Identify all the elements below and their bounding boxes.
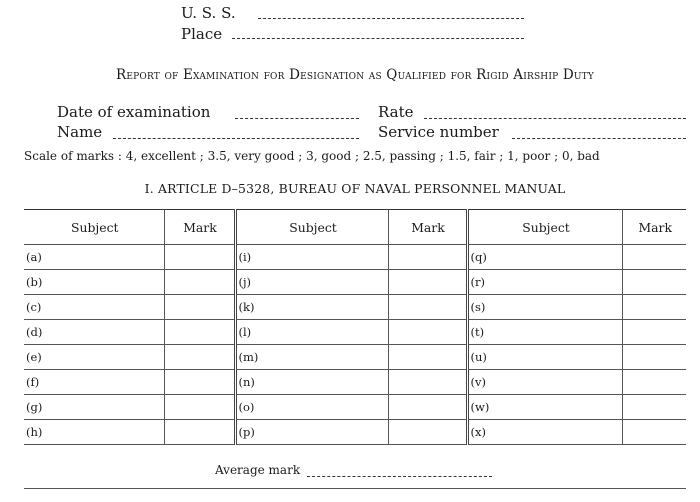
table-row bbox=[24, 395, 686, 420]
uss-label: U. S. S. bbox=[181, 4, 236, 22]
mark-cell[interactable] bbox=[388, 270, 467, 295]
name-label: Name bbox=[57, 123, 103, 141]
subject-cell: (f) bbox=[24, 370, 164, 395]
date-label: Date of examination bbox=[57, 103, 211, 121]
mark-cell[interactable] bbox=[164, 270, 235, 295]
average-mark-label: Average mark bbox=[215, 463, 301, 477]
rate-label: Rate bbox=[378, 103, 414, 121]
subject-cell: (a) bbox=[24, 245, 164, 270]
subject-cell: (h) bbox=[24, 420, 164, 445]
average-mark-field[interactable] bbox=[307, 476, 492, 477]
subject-cell: (w) bbox=[467, 395, 622, 420]
table-row bbox=[24, 245, 686, 270]
subject-cell: (r) bbox=[467, 270, 622, 295]
table-row bbox=[24, 370, 686, 395]
mark-cell[interactable] bbox=[164, 370, 235, 395]
place-label: Place bbox=[181, 25, 223, 43]
mark-cell[interactable] bbox=[388, 395, 467, 420]
subject-cell: (x) bbox=[467, 420, 622, 445]
subject-cell: (s) bbox=[467, 295, 622, 320]
mark-cell[interactable] bbox=[622, 320, 686, 345]
name-field[interactable] bbox=[113, 138, 359, 139]
subject-cell: (u) bbox=[467, 345, 622, 370]
mark-cell[interactable] bbox=[622, 420, 686, 445]
marks-table bbox=[24, 209, 686, 445]
mark-cell[interactable] bbox=[388, 345, 467, 370]
subject-cell: (g) bbox=[24, 395, 164, 420]
subject-cell: (k) bbox=[235, 295, 388, 320]
subject-cell: (n) bbox=[235, 370, 388, 395]
mark-cell[interactable] bbox=[622, 270, 686, 295]
subject-cell: (d) bbox=[24, 320, 164, 345]
subject-cell: (b) bbox=[24, 270, 164, 295]
mark-cell[interactable] bbox=[622, 245, 686, 270]
subject-cell: (e) bbox=[24, 345, 164, 370]
service-number-field[interactable] bbox=[512, 138, 686, 139]
mark-cell[interactable] bbox=[388, 320, 467, 345]
subject-cell: (i) bbox=[235, 245, 388, 270]
subject-header: Subject bbox=[24, 210, 164, 245]
mark-cell[interactable] bbox=[622, 295, 686, 320]
subject-cell: (q) bbox=[467, 245, 622, 270]
table-header-row bbox=[24, 210, 686, 245]
uss-field[interactable] bbox=[258, 18, 524, 19]
mark-cell[interactable] bbox=[388, 295, 467, 320]
subject-cell: (l) bbox=[235, 320, 388, 345]
mark-cell[interactable] bbox=[164, 395, 235, 420]
place-field[interactable] bbox=[232, 38, 524, 39]
subject-header: Subject bbox=[467, 210, 622, 245]
table-row bbox=[24, 345, 686, 370]
table-row bbox=[24, 270, 686, 295]
mark-header: Mark bbox=[622, 210, 686, 245]
table-row bbox=[24, 420, 686, 445]
mark-cell[interactable] bbox=[622, 395, 686, 420]
subject-cell: (j) bbox=[235, 270, 388, 295]
mark-cell[interactable] bbox=[164, 320, 235, 345]
mark-cell[interactable] bbox=[388, 420, 467, 445]
mark-header: Mark bbox=[388, 210, 467, 245]
mark-cell[interactable] bbox=[164, 420, 235, 445]
scale-of-marks: Scale of marks : 4, excellent ; 3.5, very good ; 3, good ; 2.5, passing ; 1.5, fair ; 1, poor ; 0, bad bbox=[24, 149, 600, 163]
date-field[interactable] bbox=[235, 118, 359, 119]
bottom-rule bbox=[24, 488, 686, 489]
subject-cell: (p) bbox=[235, 420, 388, 445]
section-title: I. ARTICLE D–5328, BUREAU OF NAVAL PERSONNEL MANUAL bbox=[144, 181, 566, 196]
service-number-label: Service number bbox=[378, 123, 499, 141]
mark-cell[interactable] bbox=[164, 345, 235, 370]
mark-header: Mark bbox=[164, 210, 235, 245]
subject-header: Subject bbox=[235, 210, 388, 245]
subject-cell: (v) bbox=[467, 370, 622, 395]
table-row bbox=[24, 295, 686, 320]
subject-cell: (t) bbox=[467, 320, 622, 345]
subject-cell: (o) bbox=[235, 395, 388, 420]
report-title: Report of Examination for Designation as Qualified for Rigid Airship Duty bbox=[115, 67, 595, 83]
mark-cell[interactable] bbox=[164, 295, 235, 320]
mark-cell[interactable] bbox=[164, 245, 235, 270]
rate-field[interactable] bbox=[424, 118, 686, 119]
subject-cell: (m) bbox=[235, 345, 388, 370]
table-row bbox=[24, 320, 686, 345]
subject-cell: (c) bbox=[24, 295, 164, 320]
mark-cell[interactable] bbox=[388, 370, 467, 395]
mark-cell[interactable] bbox=[622, 345, 686, 370]
mark-cell[interactable] bbox=[622, 370, 686, 395]
mark-cell[interactable] bbox=[388, 245, 467, 270]
